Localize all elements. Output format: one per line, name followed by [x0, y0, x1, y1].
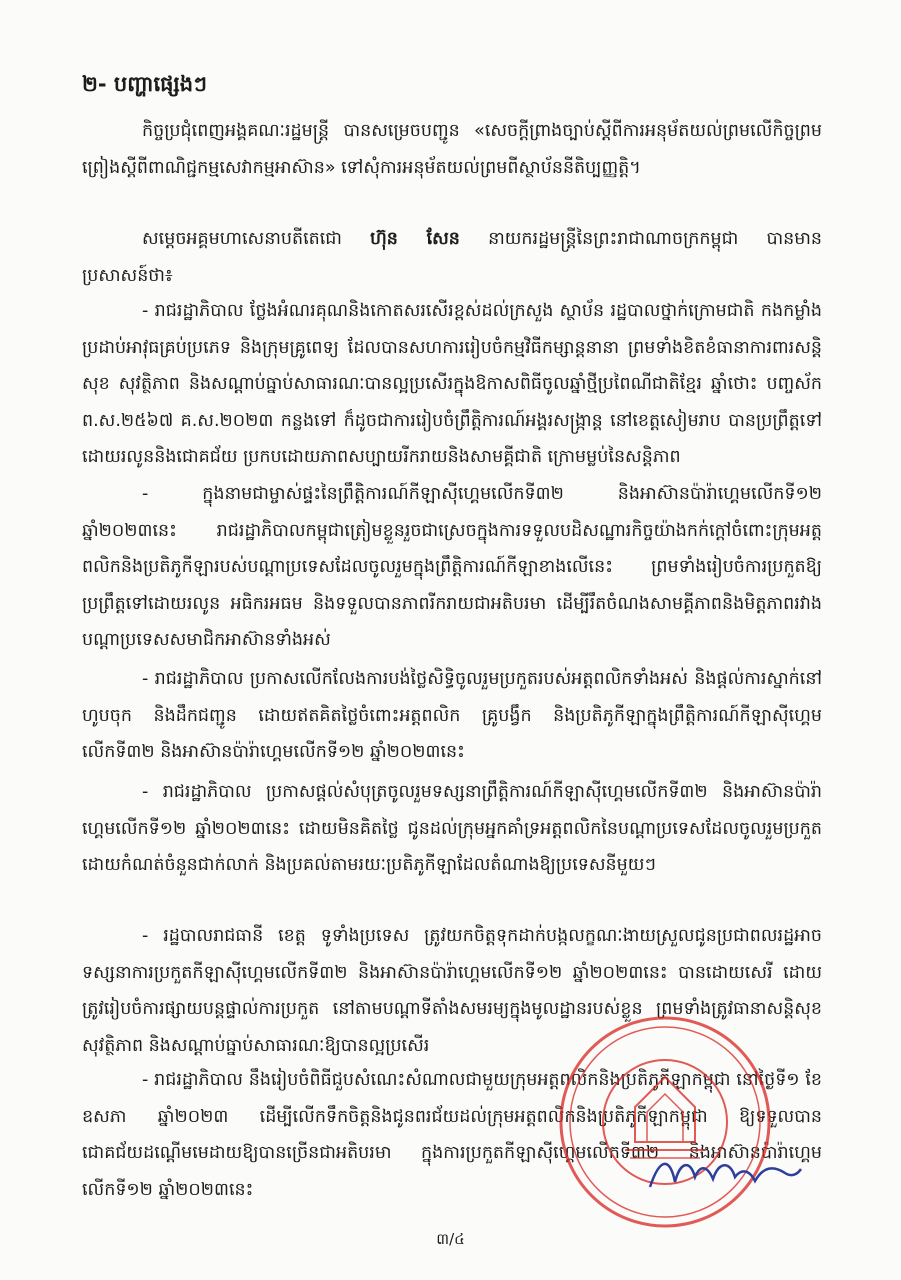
paragraph-point-1: - រាជរដ្ឋាភិបាល ថ្លែងអំណរគុណនិងកោតសរសើរខ្ពស់ដល់ក្រសួង ស្ថាប័ន រដ្ឋបាលថ្នាក់ក្រោមជាតិ កងកម្លាំងប្រដាប់អាវុធគ្រប់ប្រភេទ និងក្រុមគ្រូពេទ្យ ដែលបានសហការរៀបចំកម្មវិធីកម្សាន្តនានា ព្រមទាំងខិតខំធានាការពារសន្តិសុខ សុវត្ថិភាព និងសណ្តាប់ធ្នាប់សាធារណៈបានល្អប្រសើរក្នុងឱកាសពិធីចូលឆ្នាំថ្មីប្រពៃណីជាតិខ្មែរ ឆ្នាំថោះ បញ្ចស័ក ព.ស.២៥៦៧ គ.ស.២០២៣ កន្លងទៅ ក៏ដូចជាការរៀបចំព្រឹត្តិការណ៍អង្គរសង្រ្កាន្ត នៅខេត្តសៀមរាប បានប្រព្រឹត្តទៅដោយរលូននិងជោគជ័យ ប្រកបដោយភាពសប្បាយរីករាយនិងសាមគ្គីជាតិ ក្រោមម្លប់នៃសន្តិភាព [82, 301, 822, 467]
paragraph-point-2: - ក្នុងនាមជាម្ចាស់ផ្ទះនៃព្រឹត្តិការណ៍កីឡាស៊ីហ្គេមលើកទី៣២ និងអាស៊ានប៉ារ៉ាហ្គេមលើកទី១២ ឆ្នាំ២០២៣នេះ រាជរដ្ឋាភិបាលកម្ពុជាត្រៀមខ្លួនរួចជាស្រេចក្នុងការទទួលបដិសណ្ឋារកិច្ចយ៉ាងកក់ក្តៅចំពោះក្រុមអត្តពលិកនិងប្រតិភូកីឡារបស់បណ្តាប្រទេសដែលចូលរួមក្នុងព្រឹត្តិការណ៍កីឡាខាងលើនេះ ព្រមទាំងរៀបចំការប្រកួតឱ្យប្រព្រឹត្តទៅដោយរលូន អធិករអធម និងទទួលបានភាពរីករាយជាអតិបរមា ដើម្បីរឹតចំណងសាមគ្គីភាពនិងមិត្តភាពរវាងបណ្តាប្រទេសសមាជិកអាស៊ានទាំងអស់ [82, 484, 822, 650]
official-seal-stamp [555, 1012, 775, 1232]
paragraph-point-3: - រាជរដ្ឋាភិបាល ប្រកាសលើកលែងការបង់ថ្លៃសិទ្ធិចូលរួមប្រកួតរបស់អត្តពលិកទាំងអស់ និងផ្តល់ការស្នាក់នៅ ហូបចុក និងដឹកជញ្ជូន ដោយឥតគិតថ្លៃចំពោះអត្តពលិក គ្រូបង្វឹក និងប្រតិភូកីឡាក្នុងព្រឹត្តិការណ៍កីឡាស៊ីហ្គេមលើកទី៣២ និងអាស៊ានប៉ារ៉ាហ្គេមលើកទី១២ ឆ្នាំ២០២៣នេះ [82, 669, 822, 762]
pm-statement-suffix: នាយករដ្ឋមន្ត្រីនៃព្រះរាជាណាចក្រកម្ពុជា បានមានប្រសាសន៍ថា៖ [82, 229, 822, 286]
pm-statement-prefix: សម្តេចអគ្គមហាសេនាបតីតេជោ [142, 229, 371, 249]
paragraph-point-6: - រាជរដ្ឋាភិបាល នឹងរៀបចំពិធីជួបសំណេះសំណាលជាមួយក្រុមអត្តពលិកនិងប្រតិភូកីឡាកម្ពុជា នៅថ្ងៃទី១ ខែឧសភា ឆ្នាំ២០២៣ ដើម្បីលើកទឹកចិត្តនិងជូនពរជ័យដល់ក្រុមអត្តពលិកនិងប្រតិភូកីឡាកម្ពុជា ឱ្យទទួលបានជោគជ័យដណ្តើមមេដាយឱ្យបានច្រើនជាអតិបរមា ក្នុងការប្រកួតកីឡាស៊ីហ្គេមលើកទី៣២ និងអាស៊ានប៉ារ៉ាហ្គេមលើកទី១២ ឆ្នាំ២០២៣នេះ [82, 1070, 822, 1200]
pm-name: ហ៊ុន សែន [370, 229, 460, 249]
section-heading: ២- បញ្ហាផ្សេងៗ [82, 72, 207, 96]
page-number: ៣/៤ [436, 1230, 465, 1248]
paragraph-point-4: - រាជរដ្ឋាភិបាល ប្រកាសផ្តល់សំបុត្រចូលរួមទស្សនាព្រឹត្តិការណ៍កីឡាស៊ីហ្គេមលើកទី៣២ និងអាស៊ានប៉ារ៉ាហ្គេមលើកទី១២ ឆ្នាំ២០២៣នេះ ដោយមិនគិតថ្លៃ ជូនដល់ក្រុមអ្នកគាំទ្រអត្តពលិកនៃបណ្តាប្រទេសដែលចូលរួមប្រកួត ដោយកំណត់ចំនួនជាក់លាក់ និងប្រគល់តាមរយៈប្រតិភូកីឡាដែលតំណាងឱ្យប្រទេសនីមួយៗ [82, 782, 822, 875]
signature [645, 1147, 805, 1197]
paragraph-pm-statement [82, 221, 822, 294]
paragraph-point-5: - រដ្ឋបាលរាជធានី ខេត្ត ទូទាំងប្រទេស ត្រូវយកចិត្តទុកដាក់បង្កលក្ខណៈងាយស្រួលជូនប្រជាពលរដ្ឋអាចទស្សនាការប្រកួតកីឡាស៊ីហ្គេមលើកទី៣២ និងអាស៊ានប៉ារ៉ាហ្គេមលើកទី១២ ឆ្នាំ២០២៣នេះ បានដោយសេរី ដោយត្រូវរៀបចំការផ្សាយបន្តផ្ទាល់ការប្រកួត នៅតាមបណ្តាទីតាំងសមរម្យក្នុងមូលដ្ឋានរបស់ខ្លួន ព្រមទាំងត្រូវធានាសន្តិសុខ សុវត្ថិភាព និងសណ្តាប់ធ្នាប់សាធារណៈឱ្យបានល្អប្រសើរ [82, 926, 822, 1056]
paragraph-decision: កិច្ចប្រជុំពេញអង្គគណៈរដ្ឋមន្ត្រី បានសម្រេចបញ្ជូន «សេចក្តីព្រាងច្បាប់ស្តីពីការអនុម័តយល់ព្រមលើកិច្ចព្រមព្រៀងស្តីពីពាណិជ្ជកម្មសេវាកម្មអាស៊ាន» ទៅសុំការអនុម័តយល់ព្រមពីស្ថាប័ននីតិប្បញ្ញត្តិ។ [82, 121, 822, 178]
